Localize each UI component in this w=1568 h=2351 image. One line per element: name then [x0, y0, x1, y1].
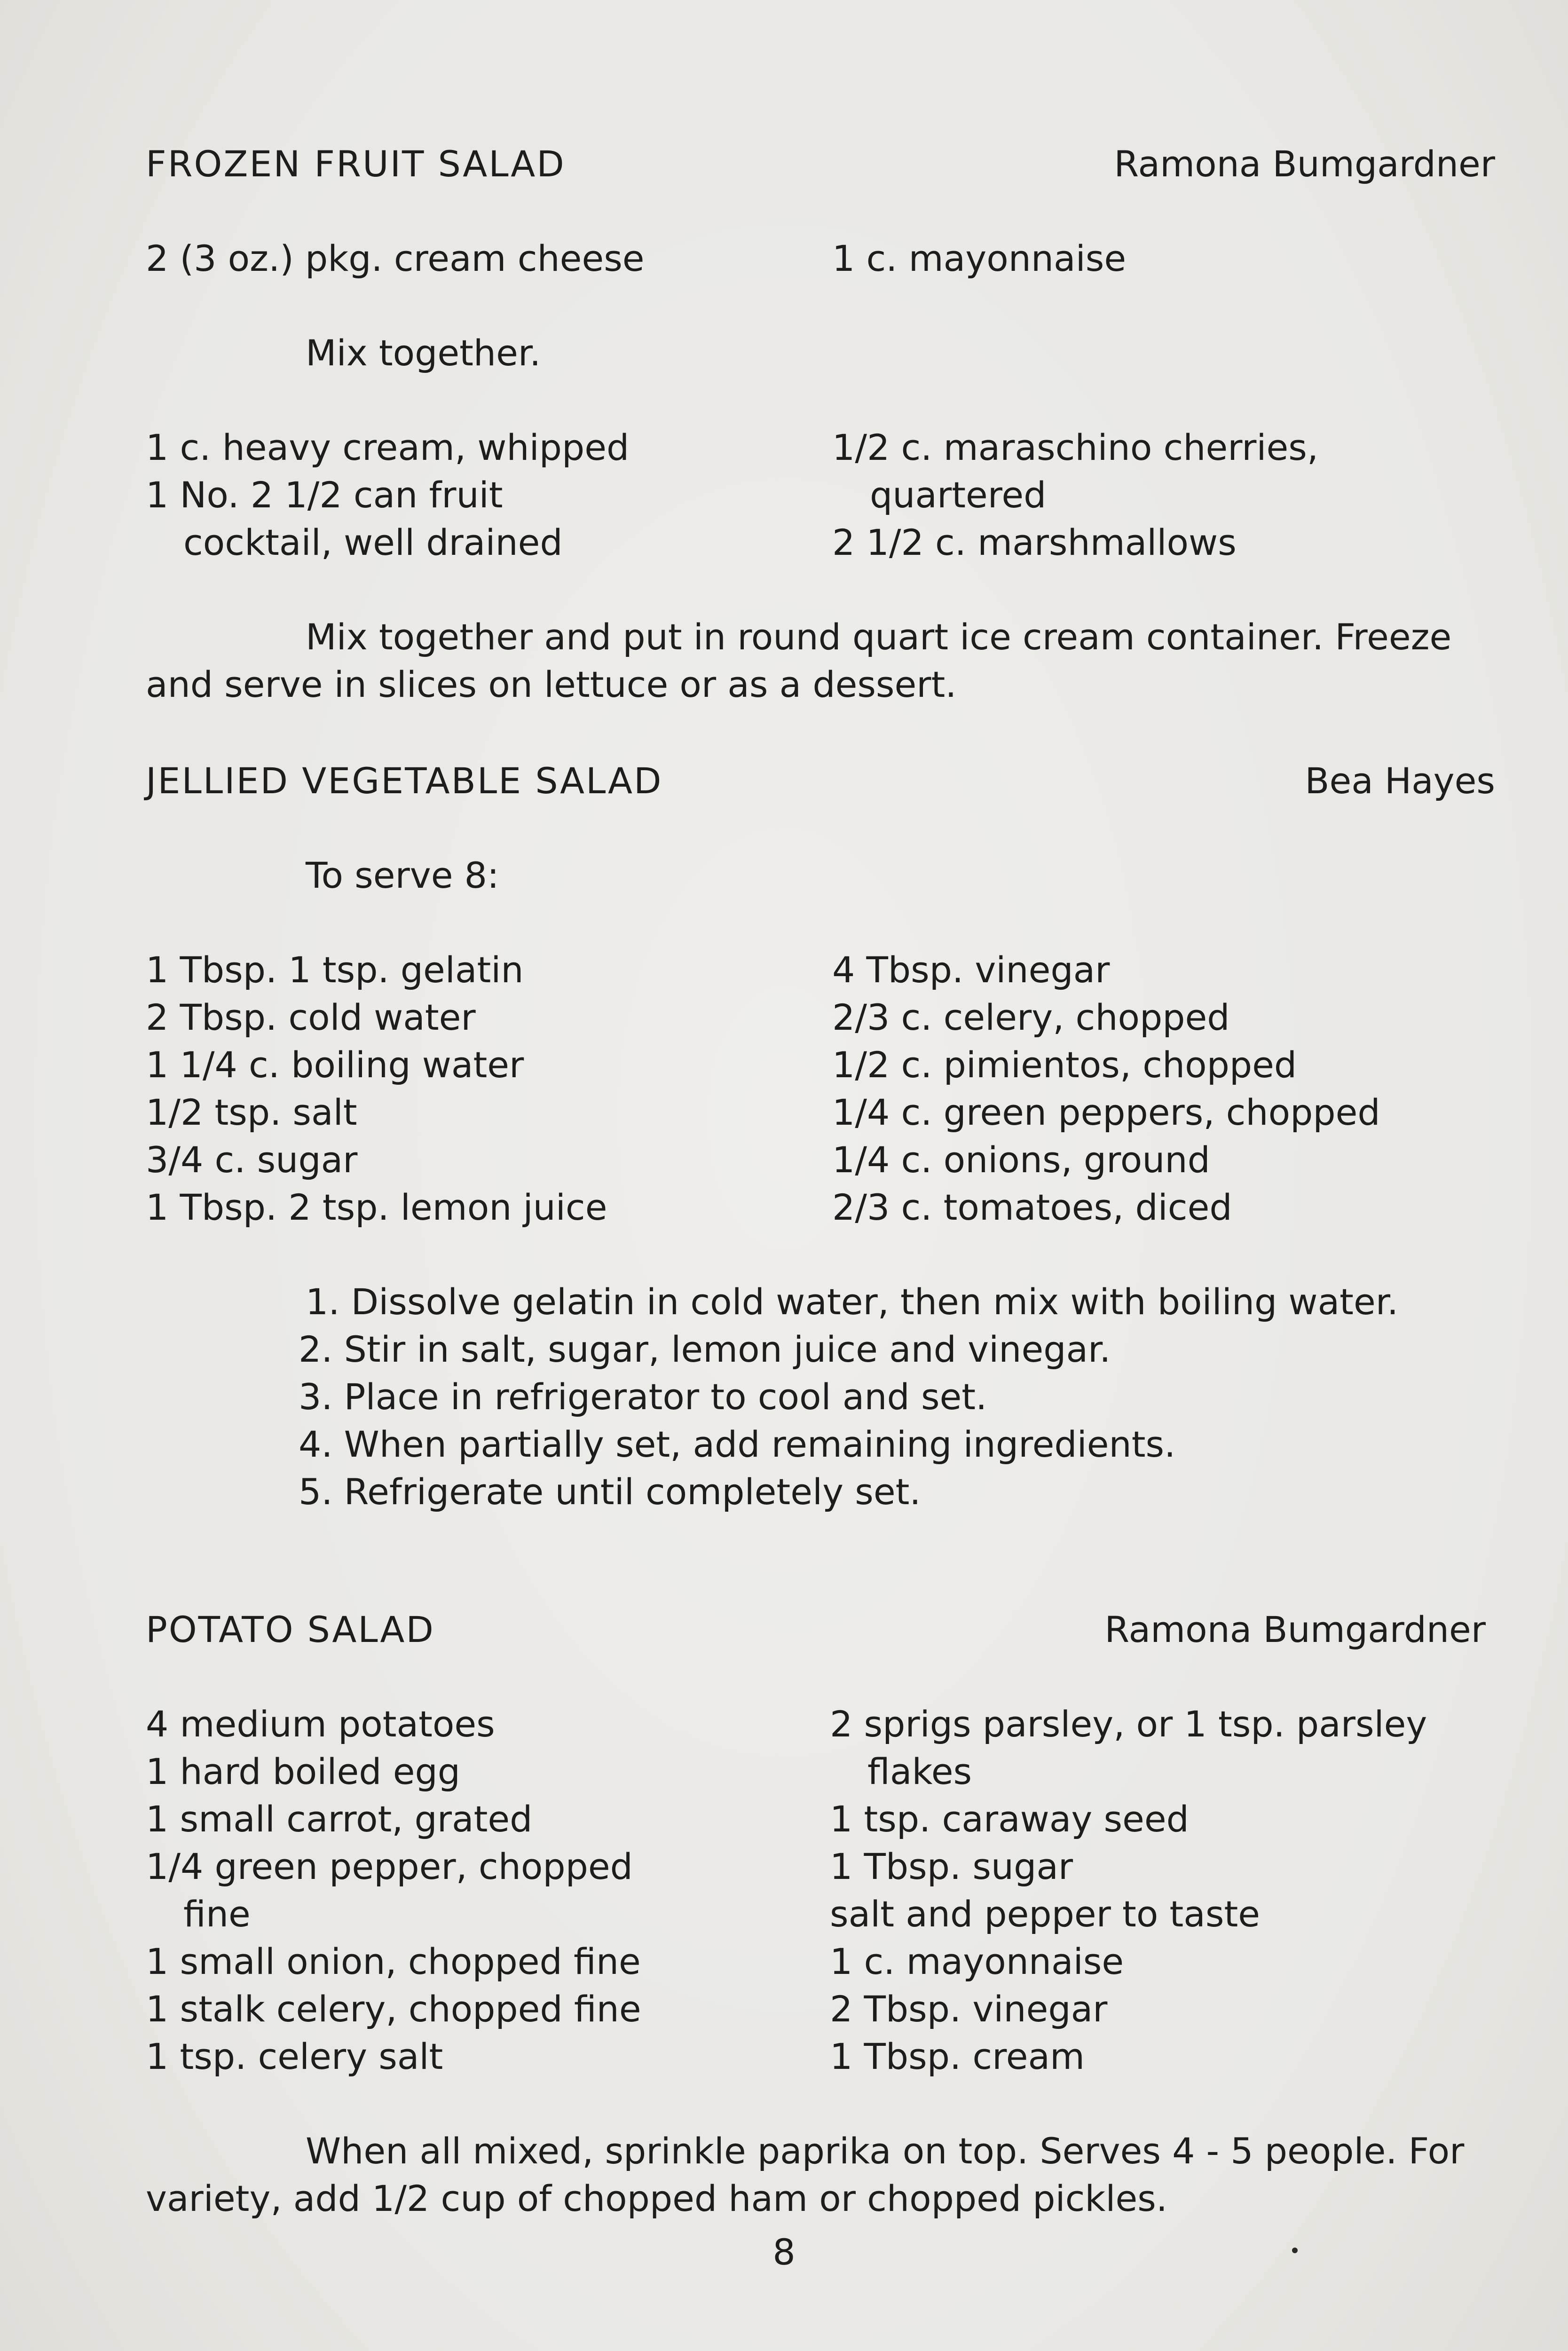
recipe-directions: When all mixed, sprinkle paprika on top. Serves 4 - 5 people. For variety, add 1/2 cup of chopped ham or chopped pickles. — [146, 2130, 1465, 2219]
recipe-frozen-fruit-salad — [146, 140, 1495, 708]
step-item: 2. Stir in salt, sugar, lemon juice and vinegar. — [299, 1328, 1111, 1370]
ingredient-item: 1 stalk celery, chopped fine — [146, 1988, 641, 2030]
ingredient-item: 1 small onion, chopped fine — [146, 1941, 641, 1982]
recipe-author: Ramona Bumgardner — [1114, 143, 1495, 185]
ingredient-item: 1 tsp. celery salt — [146, 2035, 443, 2077]
ingredient-item: 1/4 c. green peppers, chopped — [832, 1091, 1380, 1133]
ingredient-item: 4 medium potatoes — [146, 1703, 495, 1745]
ingredient-item: 2/3 c. tomatoes, diced — [832, 1186, 1232, 1228]
ingredient-item: 1 tsp. caraway seed — [830, 1798, 1189, 1840]
step-item: 3. Place in refrigerator to cool and set. — [299, 1376, 987, 1418]
recipe-title: FROZEN FRUIT SALAD — [146, 143, 566, 185]
recipe-header — [146, 140, 1495, 188]
ingredient-item: salt and pepper to taste — [830, 1893, 1261, 1935]
ingredient-item: 1/2 c. pimientos, chopped — [832, 1044, 1297, 1086]
ingredient-item: 1 c. mayonnaise — [832, 237, 1127, 279]
ingredient-item: 1 c. heavy cream, whipped — [146, 426, 630, 468]
recipe-note: Mix together. — [306, 332, 541, 374]
ingredient-list — [146, 946, 1495, 1231]
recipe-potato-salad — [146, 1606, 1495, 2222]
ingredient-list — [146, 1700, 1495, 2080]
recipe-author: Ramona Bumgardner — [1104, 1609, 1486, 1650]
step-item: 4. When partially set, add remaining ingredients. — [299, 1423, 1176, 1465]
recipe-steps — [146, 1278, 1495, 1515]
recipe-title: JELLIED VEGETABLE SALAD — [146, 760, 663, 802]
recipe-title: POTATO SALAD — [146, 1609, 435, 1650]
ingredient-item: 2/3 c. celery, chopped — [832, 996, 1230, 1038]
page-number: 8 — [772, 2231, 796, 2273]
recipe-author: Bea Hayes — [1305, 760, 1495, 802]
ingredient-list — [146, 235, 1495, 282]
ingredient-item: 2 Tbsp. cold water — [146, 996, 476, 1038]
ingredient-item: 4 Tbsp. vinegar — [832, 949, 1110, 991]
ingredient-item: 1 small carrot, grated — [146, 1798, 533, 1840]
step-item: 1. Dissolve gelatin in cold water, then mix with boiling water. — [306, 1281, 1399, 1323]
ingredient-item: 1 Tbsp. 2 tsp. lemon juice — [146, 1186, 607, 1228]
ingredient-item: 1 hard boiled egg — [146, 1751, 460, 1792]
step-item: 5. Refrigerate until completely set. — [299, 1471, 921, 1513]
ingredient-item: fine — [183, 1893, 251, 1935]
ingredient-item: 1 c. mayonnaise — [830, 1941, 1124, 1982]
ingredient-item: 2 sprigs parsley, or 1 tsp. parsley — [830, 1703, 1427, 1745]
ingredient-item: 2 1/2 c. marshmallows — [832, 521, 1237, 563]
ingredient-list — [146, 424, 1495, 566]
ingredient-item: 3/4 c. sugar — [146, 1139, 358, 1181]
ingredient-item: 1/2 c. maraschino cherries, — [832, 426, 1318, 468]
ingredient-item: quartered — [870, 474, 1047, 516]
ingredient-item: 1 No. 2 1/2 can fruit — [146, 474, 503, 516]
recipe-header — [146, 1606, 1495, 1653]
ingredient-item: 1 Tbsp. cream — [830, 2035, 1085, 2077]
ingredient-item: 1 Tbsp. 1 tsp. gelatin — [146, 949, 524, 991]
ingredient-item: cocktail, well drained — [183, 521, 563, 563]
recipe-serves: To serve 8: — [306, 854, 499, 896]
ingredient-item: 2 (3 oz.) pkg. cream cheese — [146, 237, 645, 279]
ingredient-item: 1/2 tsp. salt — [146, 1091, 357, 1133]
ingredient-item: 1/4 c. onions, ground — [832, 1139, 1210, 1181]
ink-speck — [1292, 2248, 1298, 2253]
ingredient-item: 1/4 green pepper, chopped — [146, 1846, 633, 1887]
recipe-directions: Mix together and put in round quart ice cream container. Freeze and serve in slices on lettuce or as a dessert. — [146, 616, 1452, 705]
ingredient-item: 1 Tbsp. sugar — [830, 1846, 1073, 1887]
recipe-jellied-vegetable-salad — [146, 757, 1495, 1515]
recipe-header — [146, 757, 1495, 805]
ingredient-item: flakes — [867, 1751, 972, 1792]
ingredient-item: 1 1/4 c. boiling water — [146, 1044, 524, 1086]
ingredient-item: 2 Tbsp. vinegar — [830, 1988, 1108, 2030]
